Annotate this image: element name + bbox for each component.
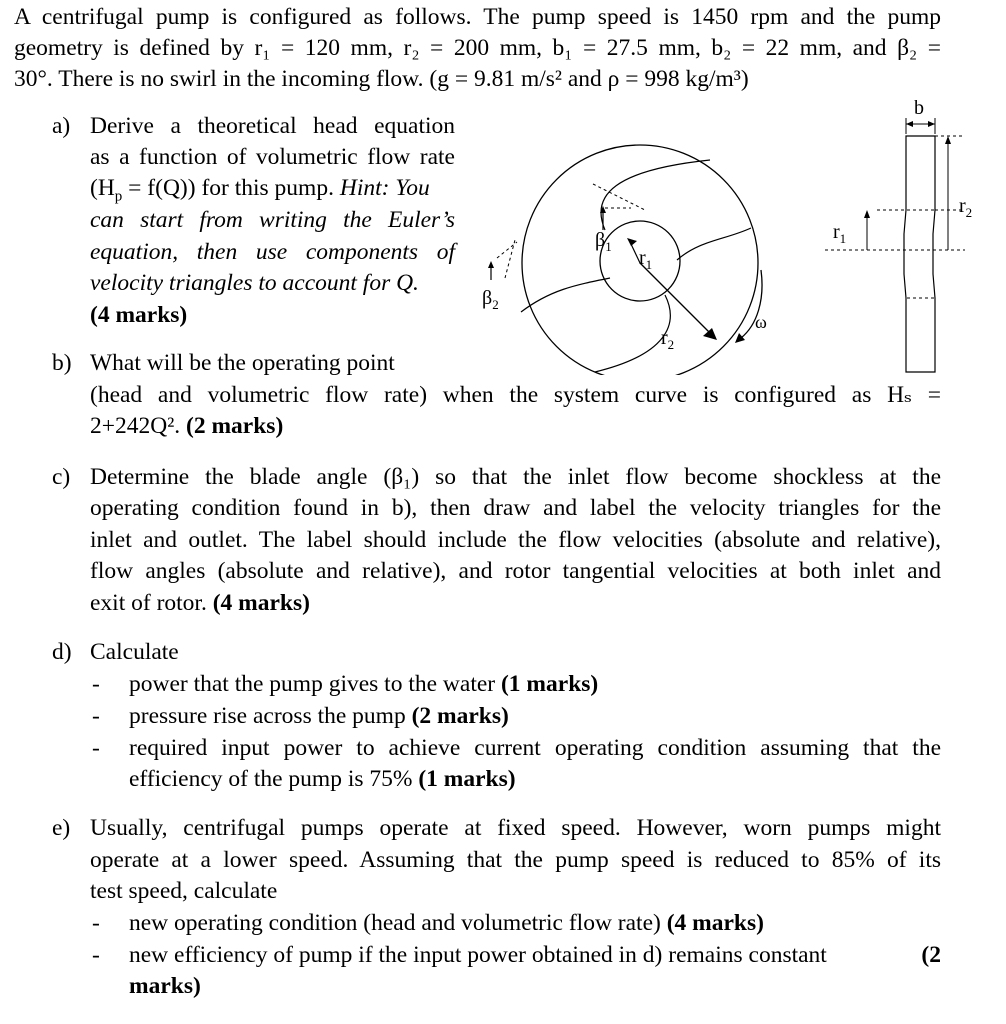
part-e-bullet-1: new operating condition (head and volumetric flow rate) (4 marks) — [129, 910, 764, 936]
part-a-line-5: equation, then use components of — [90, 239, 455, 265]
beta2-arrowhead — [488, 261, 494, 268]
bullet-dash: - — [92, 910, 100, 936]
part-a-line-6: velocity triangles to account for Q. — [90, 270, 419, 296]
impeller-blades — [521, 160, 751, 372]
beta1-label: $\beta_1$ — [595, 229, 612, 254]
r1-arrowhead — [627, 238, 637, 246]
part-e-line-2: operate at a lower speed. Assuming that the pump speed is reduced to 85% of its — [90, 847, 941, 873]
part-a-line-1: Derive a theoretical head equation — [90, 113, 455, 139]
part-e-label: e) — [52, 815, 71, 841]
part-d-bullet-3-cont: efficiency of the pump is 75% (1 marks) — [129, 766, 516, 792]
r2-arrowhead — [703, 328, 717, 340]
part-d-bullet-2: pressure rise across the pump (2 marks) — [129, 703, 509, 729]
r1-label: $r_1$ — [639, 247, 653, 272]
tangent-guides — [497, 184, 645, 278]
side-r1-label: $r_1$ — [833, 221, 847, 246]
part-a-line-2: as a function of volumetric flow rate — [90, 144, 455, 170]
part-e-bullet-2: new efficiency of pump if the input power obtained in d) remains constant (2 — [129, 942, 941, 968]
r2-label: $r_2$ — [661, 327, 675, 352]
part-b-label: b) — [52, 350, 72, 376]
bullet-dash: - — [92, 671, 100, 697]
part-c-line-2: operating condition found in b), then draw and label the velocity triangles for the — [90, 495, 941, 521]
part-b-line-2: (head and volumetric flow rate) when the system curve is configured as Hₛ = — [90, 382, 941, 408]
part-d-bullet-3: required input power to achieve current operating condition assuming that the — [129, 735, 941, 761]
pump-impeller-diagram — [455, 100, 985, 375]
part-a-marks: (4 marks) — [90, 302, 188, 328]
intro-line-1: A centrifugal pump is configured as follows. The pump speed is 1450 rpm and the pump — [14, 4, 941, 30]
side-r2-label: $r_2$ — [959, 195, 973, 220]
part-a-line-4: can start from writing the Euler’s — [90, 207, 455, 233]
part-b-line-3: 2+242Q². (2 marks) — [90, 413, 284, 439]
bullet-dash: - — [92, 703, 100, 729]
part-c-line-5: exit of rotor. (4 marks) — [90, 590, 310, 616]
omega-label: ω — [755, 312, 767, 332]
part-c-line-3: inlet and outlet. The label should include the flow velocities (absolute and relative), — [90, 527, 941, 553]
part-a-line-3: $(H_p = f(Q))$ for this pump. Hint: You — [90, 175, 430, 205]
part-e-line-3: test speed, calculate — [90, 878, 278, 904]
side-b-label: b — [914, 100, 924, 119]
impeller-side-view — [904, 136, 935, 372]
intro-line-3: 30°. There is no swirl in the incoming flow. (g = 9.81 m/s² and ρ = 998 kg/m³) — [14, 66, 749, 92]
part-b-line-1: What will be the operating point — [90, 350, 395, 376]
part-a-label: a) — [52, 113, 71, 139]
part-d-label: d) — [52, 639, 72, 665]
intro-line-2: geometry is defined by r₁ = 120 mm, r₂ = 200 mm, b₁ = 27.5 mm, b₂ = 22 mm, and β₂ = — [14, 35, 941, 61]
part-c-label: c) — [52, 464, 71, 490]
part-c-line-4: flow angles (absolute and relative), and rotor tangential velocities at both inlet and — [90, 558, 941, 584]
part-e-bullet-2-cont: marks) — [129, 973, 201, 999]
side-view-dashes — [825, 136, 965, 298]
part-c-line-1: Determine the blade angle (β₁) so that the inlet flow become shockless at the — [90, 464, 941, 490]
part-d-title: Calculate — [90, 639, 179, 665]
beta2-label: $\beta_2$ — [482, 287, 499, 312]
bullet-dash: - — [92, 942, 100, 968]
part-e-line-1: Usually, centrifugal pumps operate at fixed speed. However, worn pumps might — [90, 815, 941, 841]
part-d-bullet-1: power that the pump gives to the water (1 marks) — [129, 671, 599, 697]
bullet-dash: - — [92, 735, 100, 761]
